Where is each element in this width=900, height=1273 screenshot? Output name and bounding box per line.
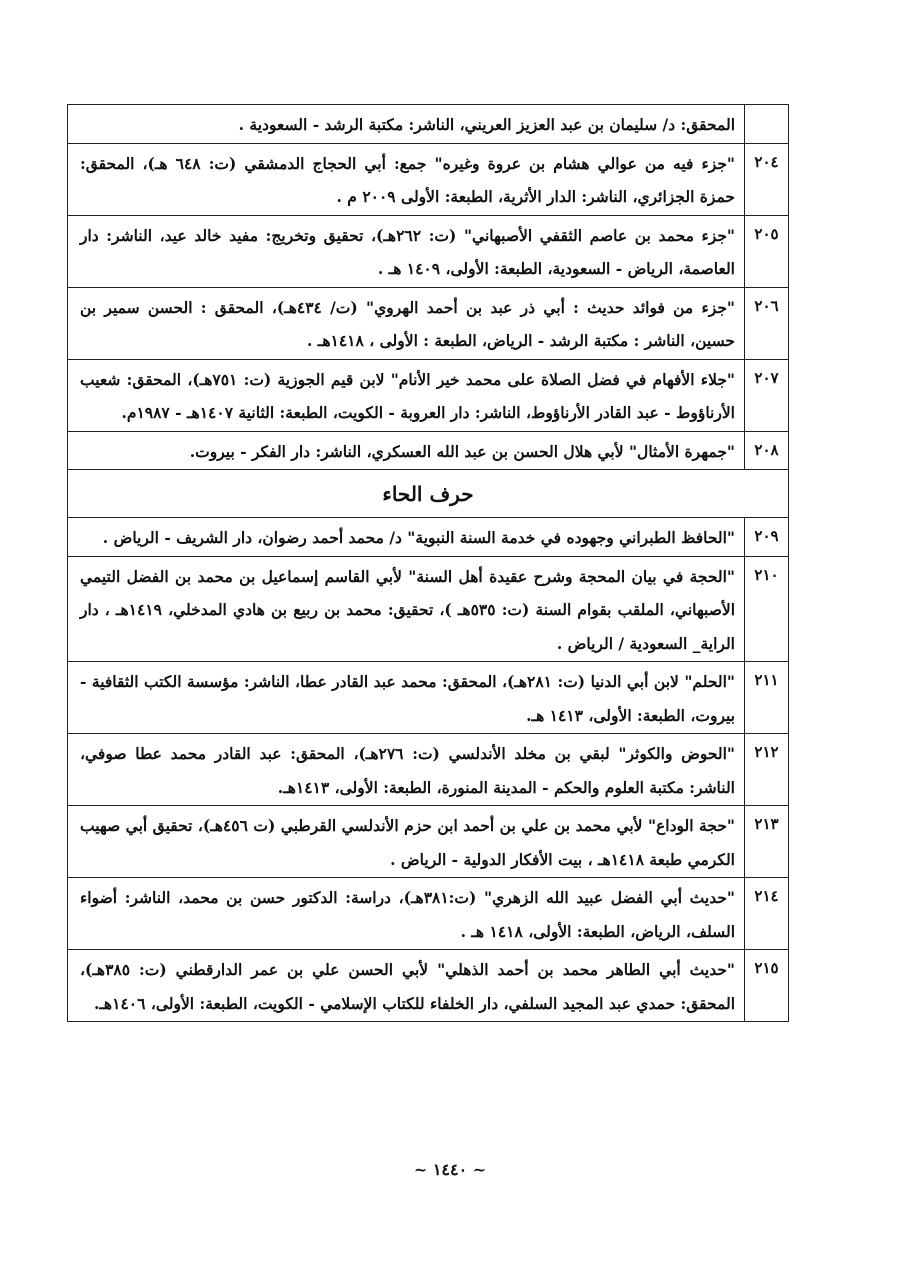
entry-text: "حجة الوداع" لأبي محمد بن علي بن أحمد ابن حزم الأندلسي القرطبي (ت ٤٥٦هـ)، تحقيق أبي صهيب الكرمي طبعة ١٤١٨هـ ، بيت الأفكار الدولية - الرياض .	[68, 806, 745, 878]
entry-text: "الحلم" لابن أبي الدنيا (ت: ٢٨١هـ)، المحقق: محمد عبد القادر عطا، الناشر: مؤسسة الكتب الثقافية - بيروت، الطبعة: الأولى، ١٤١٣ هـ.	[68, 662, 745, 734]
entry-number: ٢١٢	[745, 734, 789, 806]
page-number: ~ ١٤٤٠ ~	[413, 1160, 487, 1179]
entry-text: "جلاء الأفهام في فضل الصلاة على محمد خير الأنام" لابن قيم الجوزية (ت: ٧٥١هـ)، المحقق: شعيب الأرناؤوط - عبد القادر الأرناؤوط، الناشر: دار العروبة - الكويت، الطبعة: الثانية ١٤٠٧هـ - ١٩٨٧م.	[68, 359, 745, 431]
reference-row	[68, 431, 789, 470]
entry-number: ٢٠٤	[745, 143, 789, 215]
reference-row	[68, 662, 789, 734]
entry-text: المحقق: د/ سليمان بن عبد العزيز العريني، الناشر: مكتبة الرشد - السعودية .	[68, 105, 745, 144]
entry-text: "الحجة في بيان المحجة وشرح عقيدة أهل السنة" لأبي القاسم إسماعيل بن محمد بن الفضل التيمي الأصبهاني، الملقب بقوام السنة (ت: ٥٣٥هـ )، تحقيق: محمد بن ربيع بن هادي المدخلي، ١٤١٩هـ ، دار الراية_ السعودية / الرياض .	[68, 556, 745, 662]
entry-number: ٢٠٩	[745, 518, 789, 557]
entry-text: "جزء من فوائد حديث : أبي ذر عبد بن أحمد الهروي" (ت/ ٤٣٤هـ)، المحقق : الحسن سمير بن حسين، الناشر : مكتبة الرشد - الرياض، الطبعة : الأولى ، ١٤١٨هـ .	[68, 287, 745, 359]
reference-row	[68, 105, 789, 144]
entry-number: ٢١٥	[745, 950, 789, 1022]
entry-text: "جمهرة الأمثال" لأبي هلال الحسن بن عبد الله العسكري، الناشر: دار الفكر - بيروت.	[68, 431, 745, 470]
references-table	[67, 104, 789, 1022]
reference-row	[68, 287, 789, 359]
entry-number	[745, 105, 789, 144]
reference-row	[68, 950, 789, 1022]
entry-number: ٢٠٦	[745, 287, 789, 359]
reference-row	[68, 806, 789, 878]
entry-text: "الحوض والكوثر" لبقي بن مخلد الأندلسي (ت: ٢٧٦هـ)، المحقق: عبد القادر محمد عطا صوفي، الناشر: مكتبة العلوم والحكم - المدينة المنورة، الطبعة: الأولى، ١٤١٣هـ.	[68, 734, 745, 806]
section-heading-row	[68, 470, 789, 518]
reference-row	[68, 556, 789, 662]
reference-row	[68, 143, 789, 215]
entry-number: ٢١١	[745, 662, 789, 734]
entry-text: "حديث أبي الطاهر محمد بن أحمد الذهلي" لأبي الحسن علي بن عمر الدارقطني (ت: ٣٨٥هـ)، المحقق: حمدي عبد المجيد السلفي، دار الخلفاء للكتاب الإسلامي - الكويت، الطبعة: الأولى، ١٤٠٦هـ.	[68, 950, 745, 1022]
entry-text: "حديث أبي الفضل عبيد الله الزهري" (ت:٣٨١هـ)، دراسة: الدكتور حسن بن محمد، الناشر: أضواء السلف، الرياض، الطبعة: الأولى، ١٤١٨ هـ .	[68, 878, 745, 950]
entry-text: "الحافظ الطبراني وجهوده في خدمة السنة النبوية" د/ محمد أحمد رضوان، دار الشريف - الرياض .	[68, 518, 745, 557]
entry-text: "جزء محمد بن عاصم الثقفي الأصبهاني" (ت: ٢٦٢هـ)، تحقيق وتخريج: مفيد خالد عيد، الناشر: دار العاصمة، الرياض - السعودية، الطبعة: الأولى، ١٤٠٩ هـ .	[68, 215, 745, 287]
entry-number: ٢١٠	[745, 556, 789, 662]
reference-row	[68, 359, 789, 431]
entry-text: "جزء فيه من عوالي هشام بن عروة وغيره" جمع: أبي الحجاج الدمشقي (ت: ٦٤٨ هـ)، المحقق: حمزة الجزائري، الناشر: الدار الأثرية، الطبعة: الأولى ٢٠٠٩ م .	[68, 143, 745, 215]
entry-number: ٢٠٧	[745, 359, 789, 431]
entry-number: ٢٠٨	[745, 431, 789, 470]
entry-number: ٢١٤	[745, 878, 789, 950]
reference-row	[68, 878, 789, 950]
entry-number: ٢١٣	[745, 806, 789, 878]
reference-row	[68, 518, 789, 557]
reference-row	[68, 215, 789, 287]
section-title: حرف الحاء	[68, 470, 789, 518]
reference-row	[68, 734, 789, 806]
entry-number: ٢٠٥	[745, 215, 789, 287]
